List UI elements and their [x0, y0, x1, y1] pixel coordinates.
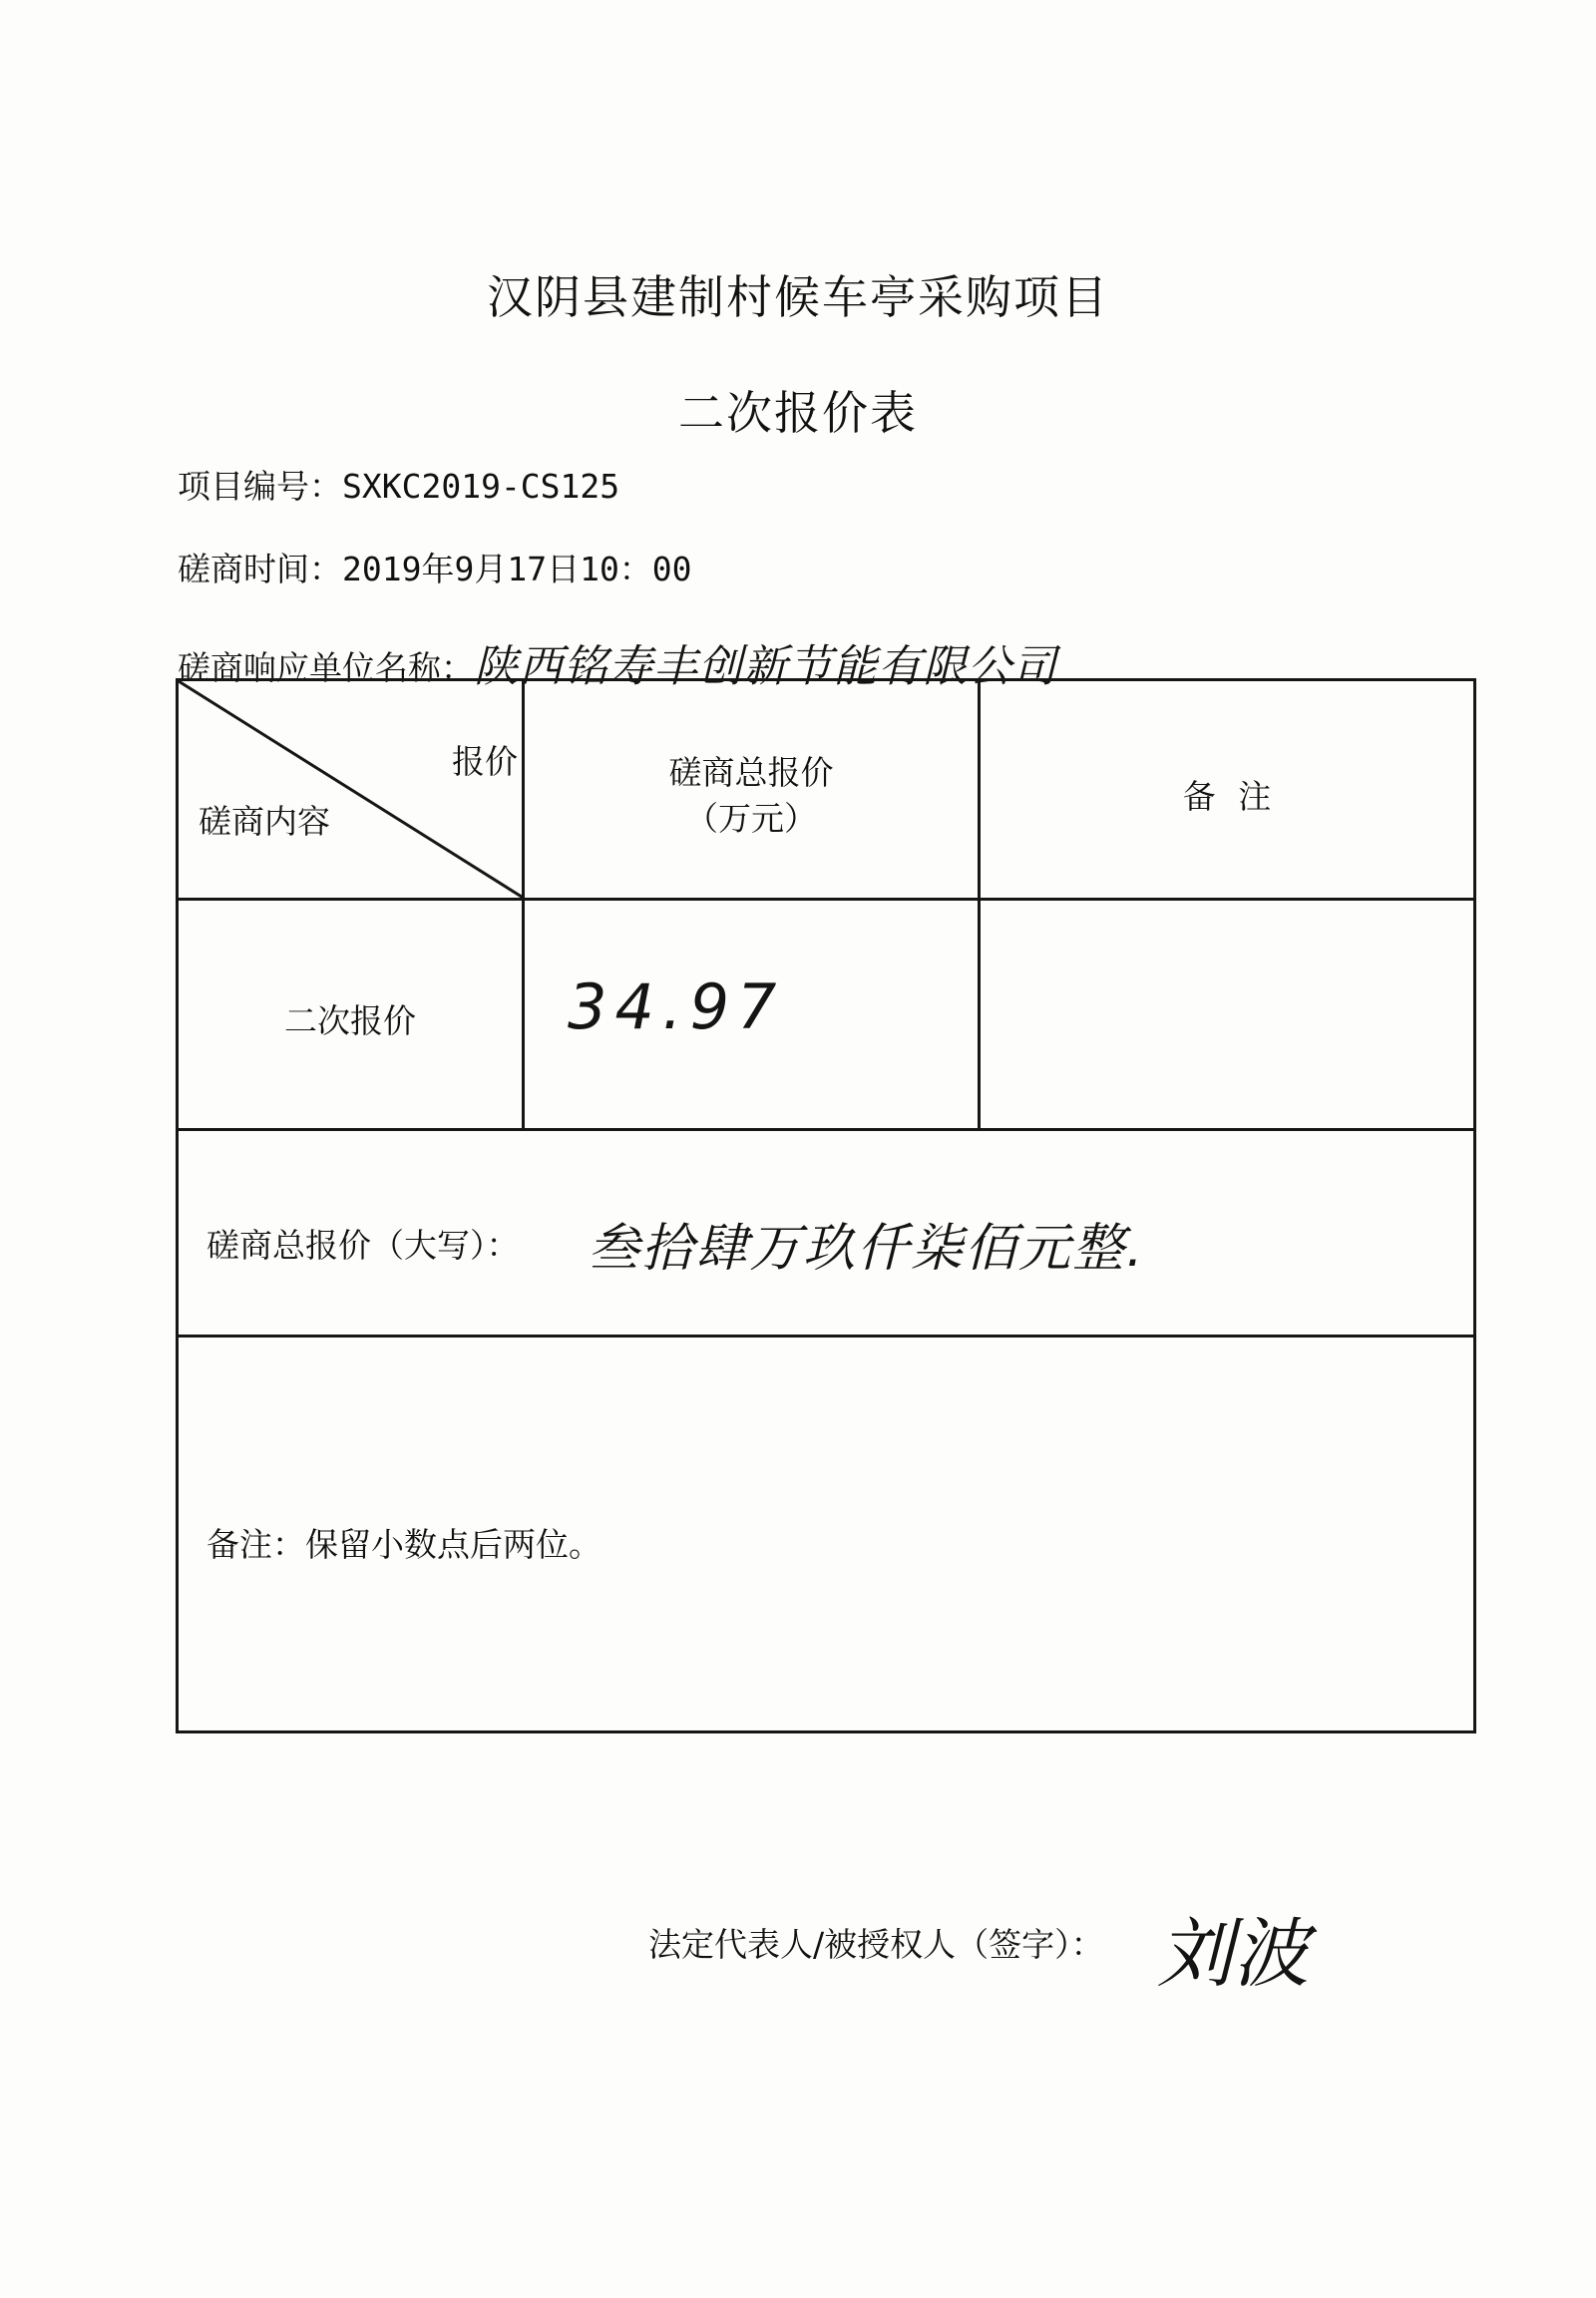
row-second-quote-label: 二次报价 — [284, 1001, 416, 1040]
project-number-line — [178, 461, 619, 508]
signature-line — [648, 1919, 1104, 1966]
row-second-quote-value-handwritten: 34.97 — [568, 970, 785, 1043]
table-rule — [179, 1128, 1473, 1131]
header-remark: 备 注 — [1182, 777, 1278, 816]
quote-table — [176, 678, 1476, 1733]
negotiation-time-label: 磋商时间： — [178, 550, 342, 588]
respondent-unit-handwritten: 陕西铭寿丰创新节能有限公司 — [474, 641, 1057, 692]
row-note: 备注：保留小数点后两位。 — [206, 1525, 601, 1564]
negotiation-time-line — [178, 544, 692, 590]
project-number-value: SXKC2019-CS125 — [342, 467, 620, 506]
document-subtitle: 二次报价表 — [678, 386, 918, 440]
header-diagonal-line — [179, 681, 525, 899]
table-column-rule — [978, 681, 981, 1131]
row-total-capital-label: 磋商总报价（大写）： — [206, 1226, 520, 1265]
project-number-label: 项目编号： — [178, 467, 342, 506]
table-rule — [179, 1335, 1473, 1338]
header-total-label: 磋商总报价 — [668, 753, 834, 792]
header-diag-quote-label: 报价 — [452, 742, 518, 781]
signature-label: 法定代表人/被授权人（签字）： — [648, 1925, 1104, 1964]
header-total-unit: （万元） — [685, 799, 817, 838]
negotiation-time-value: 2019年9月17日10：00 — [342, 550, 692, 588]
row-total-capital-value-handwritten: 叁拾肆万玖仟柒佰元整. — [588, 1219, 1145, 1279]
document-title: 汉阴县建制村候车亭采购项目 — [487, 270, 1109, 324]
signature-handwritten: 刘波 — [1157, 1909, 1309, 1998]
header-diag-content-label: 磋商内容 — [199, 802, 330, 841]
respondent-unit-label: 磋商响应单位名称： — [178, 648, 474, 687]
